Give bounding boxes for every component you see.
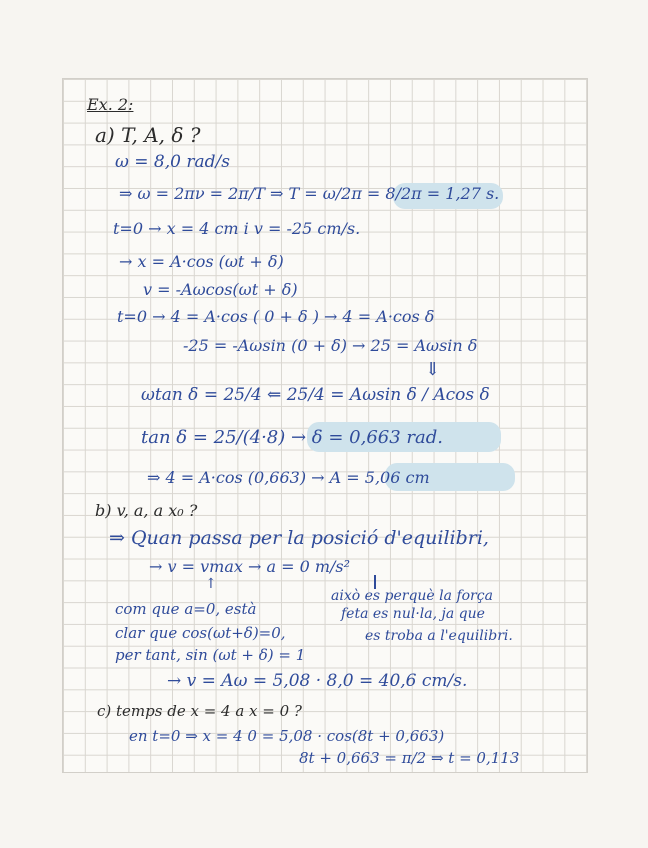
note-force-1: això es perquè la força (331, 588, 493, 604)
notebook-page (62, 78, 588, 773)
note-force-2: feta es nul·la, ja que (341, 606, 485, 622)
exercise-title: Ex. 2: (87, 95, 134, 114)
double-arrow-down: ⇓ (425, 359, 441, 380)
line-delta-result: tan δ = 25/(4·8) → δ = 0,663 rad. (141, 427, 444, 448)
note-force-3: es troba a l'equilibri. (365, 628, 513, 644)
line-period: ⇒ ω = 2πν = 2π/T ⇒ T = ω/2π = 8/2π = 1,27 s. (119, 184, 500, 203)
line-time-eq: en t=0 ⇒ x = 4 0 = 5,08 · cos(8t + 0,663) (129, 727, 445, 745)
arrow-up-tick (374, 575, 379, 589)
line-t0-velocity: -25 = -Aωsin (0 + δ) → 25 = Aωsin δ (183, 336, 478, 355)
line-vmax-value: → v = Aω = 5,08 · 8,0 = 40,6 cm/s. (167, 671, 468, 691)
line-sin-one: per tant, sin (ωt + δ) = 1 (115, 646, 306, 664)
line-velocity-eq: v = -Aωcos(ωt + δ) (143, 280, 298, 299)
arrow-up: ↑ (205, 576, 217, 592)
line-initial-conditions: t=0 → x = 4 cm i v = -25 cm/s. (113, 219, 361, 238)
line-position-eq: → x = A·cos (ωt + δ) (119, 252, 284, 271)
part-b-heading: b) v, a, a x₀ ? (95, 501, 198, 520)
line-vmax-a0: → v = vmax → a = 0 m/s² (149, 557, 351, 576)
line-cos-zero: clar que cos(ωt+δ)=0, (115, 624, 286, 642)
line-omega: ω = 8,0 rad/s (115, 152, 230, 172)
line-since-a0: com que a=0, està (115, 600, 257, 618)
part-a-heading: a) T, A, δ ? (95, 123, 201, 147)
line-amplitude-result: ⇒ 4 = A·cos (0,663) → A = 5,06 cm (147, 468, 430, 487)
part-c-heading: c) temps de x = 4 a x = 0 ? (97, 702, 302, 720)
line-tan-ratio: ωtan δ = 25/4 ⇐ 25/4 = Aωsin δ / Acos δ (141, 385, 490, 405)
line-equilibrium: ⇒ Quan passa per la posició d'equilibri, (109, 527, 489, 549)
line-t0-position: t=0 → 4 = A·cos ( 0 + δ ) → 4 = A·cos δ (117, 307, 435, 326)
line-time-result: 8t + 0,663 = π/2 ⇒ t = 0,113 (299, 749, 520, 767)
